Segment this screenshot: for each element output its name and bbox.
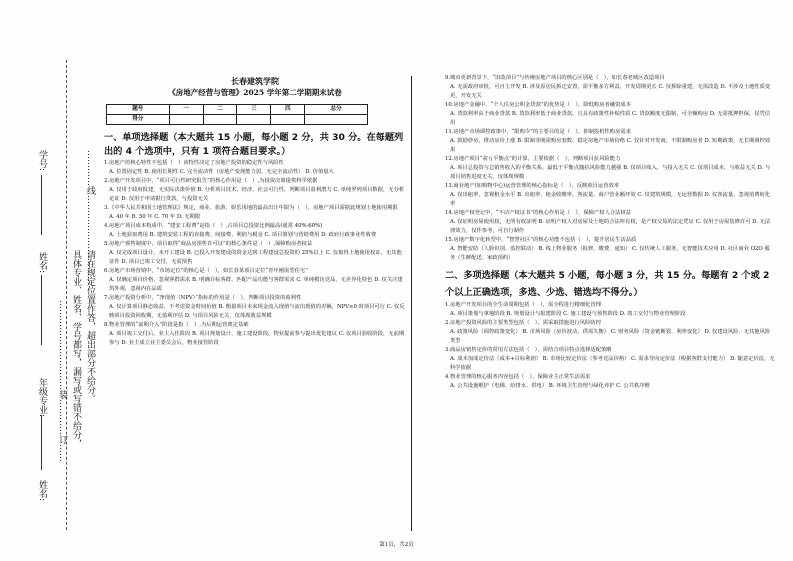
score-cell: 四	[271, 105, 305, 115]
binding-strip	[0, 0, 100, 561]
question-stem: 2.房地产开发项目中，“项目可行性研究报告”的核心作用是（ ）,为投资决策提供科学依据	[104, 178, 318, 184]
question-item	[104, 267, 406, 294]
school-name: 长春建筑学院	[231, 76, 279, 86]
score-cell: 一	[169, 105, 203, 115]
right-column	[445, 74, 775, 391]
score-cell: 题号	[107, 105, 170, 115]
question-item	[445, 74, 775, 101]
question-stem: 14.房地产权登记中，“不动产权证书”的核心作用是（ ），保障产权人合法权益	[445, 210, 631, 216]
question-stem: 6.房地产市场营销中，“市场定位”的核心是（ ），如长春某项目定位“青年刚需型住宅”	[104, 268, 308, 274]
question-item	[445, 319, 775, 346]
question-stem: 10.房地产金融中，“个人住房公积金贷款”的优势是（ ），降低购房者融资成本	[445, 102, 631, 108]
question-options: A. 鼓励炒房，推动房价上涨 B. 限制非刚需购房套数，稳定房地产市场价格 C. 仅针对开发商，不限制购房者 D. 短期政策，无长期调控效果	[450, 138, 771, 153]
section2-heading: 二、多项选择题（本大题共 5 小题，每小题 3 分，共 15 分。每题有 2 个或 2 个以上正确选项，多选、少选、错选均不得分。）	[445, 270, 770, 298]
score-table-score-row	[107, 115, 368, 125]
question-item	[104, 321, 406, 348]
question-item	[445, 101, 775, 128]
sign-name-label: 姓名:	[37, 480, 47, 502]
score-table	[106, 104, 368, 125]
question-item	[104, 294, 406, 321]
question-item	[104, 204, 406, 222]
question-stem: 1.房地产开发项目的全生命周期包括（ ），需全程进行精细化管理	[445, 302, 602, 308]
question-stem: 8.物业管理的“前期介入”阶段是指（ ）,为后期运营奠定基础	[104, 322, 249, 328]
question-item	[445, 155, 775, 182]
question-stem: 15.房地产数字化转型中，“智慧社区”的核心功能不包括（ ），提升居民生活品质	[445, 237, 637, 243]
question-item	[445, 301, 775, 319]
student-no-label: 学号:	[37, 150, 47, 172]
question-item	[104, 222, 406, 240]
binding-col-c: …………线…………………………	[85, 150, 95, 285]
question-options: A. 政策风险（调控政策变化） B. 市场风险（房价波动、供需失衡） C. 财务风险（资金链断裂、利率变化） D. 仅建设风险，无其他风险类型	[450, 329, 771, 344]
question-options: A. 仅完成项目设计，未开工建设 B. 已投入开发建设的资金达到工程建设总投资的 25%以上 C. 仅取得土地使用权证，无其他证件 D. 项目已竣工交付，无需预售	[109, 250, 402, 265]
question-item	[104, 177, 406, 204]
question-stem: 11.房地产市场调控政策中，“限购令”的主要目的是（ ），抑制投机性购房需求	[445, 129, 631, 135]
question-item	[445, 182, 775, 209]
binding-col-d: 请在规定位置作答，超出部分不给分。	[85, 250, 95, 403]
score-input-cell[interactable]	[305, 115, 368, 125]
question-options: A. 贷款利率高于商业贷款 B. 贷款利率低于商业贷款，且具有政策性补贴性质 C. 贷款额度无限制，可全额购房 D. 无需抵押担保，仅凭信用	[450, 111, 771, 126]
question-stem: 13.商业地产(如购物中心)运营管理的核心指标是（ ），反映项目运营效率	[445, 183, 620, 189]
question-item	[445, 346, 775, 373]
question-item	[445, 128, 775, 155]
question-options: A. 位置固定性 B. 使用长期性 C. 完全流动性（房地产变现能力弱，无完全流动性） D. 价值量大	[109, 169, 334, 175]
score-input-cell[interactable]	[237, 115, 271, 125]
question-options: A. 项目竣工交付后，业主入住阶段 B. 项目规划设计、施工建设阶段，物业提前参与提出优化建议 C. 仅项目验收阶段，无前期参与 D. 业主成立业主委员会后，物业接管阶段	[109, 331, 405, 346]
question-stem: 3.《中华人民共和国土地管理法》规定，商业、旅游、娱乐用地的最高出让年限为（ ），房地产项目需据此规划土地使用期限	[104, 205, 398, 211]
question-options: A. 仅用于政府报建，无实际决策价值 B. 分析项目技术、经济、社会可行性，判断项目盈利潜力 C. 单纯罗列项目数据，无分析论证 D. 仅用于申请银行贷款，与投资无关	[109, 187, 405, 202]
question-options: A. 项目总投资与总销售收入的平衡关系，最低于平衡点随抗风险能力越强 B. 仅项目收入，与投入无关 C. 仅项目成本，与收益无关 D. 与项目销售进度无关，仅体现规模	[450, 165, 771, 180]
grade-major-label: 年级专业:	[37, 378, 47, 418]
question-options: A. 仅计算项目静态收益，不考虑资金时间价值 B. 衡量项目未来现金流入现值与流出现值的差额，NPV≥0 时项目可行 C. 仅反映项目投资回收期，无盈利评估 D. 与项目风险无关，仅体现收益规模	[109, 304, 405, 319]
question-item	[445, 236, 775, 263]
question-options: A. 无需政府审批，可自主开发 B. 涉及原居民拆迁安置，需平衡多方利益，开发周期更长 C. 仅拆除重建，无需改造 D. 不涉及土地性质变更，开发无关	[450, 84, 771, 99]
question-stem: 1.房地产的核心特性不包括（ ）该特性决定了房地产投资的稳定性与风险性	[104, 160, 284, 166]
question-stem: 4.物业管理的核心服务内容包括（ ），保障业主正常生活需求	[445, 374, 591, 380]
binding-col-b: 具体专业、姓名、学号都写，漏写或写错不给分，	[71, 250, 81, 448]
question-options: A. 40 年 B. 50 年 C. 70 年 D. 无期限	[109, 214, 201, 220]
question-stem: 9.城市更新背景下，“旧改项目”与传统房地产项目的核心区别是（ ），如长春老城区改造项目	[445, 75, 665, 81]
question-options: A. 智能安防（人脸识别、监控联动） B. 线上物业服务（报修、缴费、通知） C. 仅传统人工服务，无智能技术应用 D. 社区商业 O2O 服务（生鲜配送、家政预约）	[450, 246, 770, 261]
question-options: A. 仅证明房屋使用权，无所有权证明 B. 证明产权人对房屋及土地的合法所有权，是产权交易的法定凭证 C. 仅用于房屋装修许可 D. 无法律效力，仅作参考，可自行制作	[450, 219, 771, 234]
exam-title: 《房地产经营与管理》2025 学年第二学期期末试卷	[168, 88, 342, 97]
question-item	[445, 373, 775, 391]
left-column	[104, 76, 406, 348]
question-options: A. 公共设施维护（电梯、给排水、供电） B. 环境卫生管理与绿化养护 C. 公共秩序维	[450, 383, 650, 389]
question-item	[104, 240, 406, 267]
question-options: A. 土地获取费用 B. 建筑安装工程的直接费、间接费、利润与税金 C. 项目策划与营销费用 D. 政府行政事业性收费	[109, 232, 377, 238]
question-stem: 4.房地产项目成本构成中，“建安工程费”是指（ ）,占项目总投资比例最高(通常 40%-60%)	[104, 223, 323, 229]
question-stem: 5.房地产预售制度中，项目取得“商品房预售许可证”的核心条件是（ ）,保障购房者权益	[104, 241, 313, 247]
column-divider	[411, 76, 412, 531]
question-item	[104, 159, 406, 177]
question-stem: 3.商品房销售定价的常用方法包括（ ），需结合项目特点选择适配策略	[445, 347, 612, 353]
score-input-cell[interactable]	[271, 115, 305, 125]
score-cell: 总分	[305, 105, 368, 115]
question-item	[445, 209, 775, 236]
binding-col-a: …………………………装…………订……	[57, 300, 67, 462]
score-cell: 二	[203, 105, 237, 115]
question-stem: 7.房地产投资分析中，“净现值（NPV）”指标的作用是（ ），判断项目投资的盈利性	[104, 295, 302, 301]
score-input-cell[interactable]	[203, 115, 237, 125]
student-no-line[interactable]	[41, 175, 42, 235]
question-options: A. 仅出租率，忽视租金水平 B. 出租率、租金收缴率、客流量、商户营业额坪效 C. 仅建筑规模，无运营数据 D. 仅客流量，忽视消费转化率	[450, 192, 771, 207]
score-input-cell[interactable]	[169, 115, 203, 125]
name-label: 姓名:	[37, 252, 47, 274]
question-stem: 2.房地产投资风险的主要类型包括（ ），需采取措施进行风险防控	[445, 320, 602, 326]
question-options: A. 项目策划与拿地阶段 B. 规划设计与报建阶段 C. 施工建设与预售阶段 D. 竣工交付与物业管理阶段	[450, 311, 686, 317]
question-stem: 12.房地产项目“盈亏平衡点”的计算，主要依据（ ），判断项目抗风险能力	[445, 156, 621, 162]
grade-major-line[interactable]	[41, 415, 42, 470]
question-options: A. 仅确定项目价格，忽视客群需求 B. 明确目标客群，匹配产品功能与客群需求 C. 单纯模仿竞品，无差异化特色 D. 仅关注建筑外观，忽视内在品质	[109, 277, 403, 292]
score-table-header-row	[107, 105, 368, 115]
name-line[interactable]	[41, 275, 42, 345]
section1-heading: 一、单项选择题（本大题共 15 小题，每小题 2 分，共 30 分。在每题列出的 4 个选项中，只有 1 项符合题目要求。）	[104, 132, 404, 157]
question-options: A. 成本加成定价法（成本+目标利润） B. 市场比较定价法（参考竞品价格） C. 需求导向定价法（根据客群支付能力） D. 随意定价法，无科学依据	[450, 356, 775, 371]
page-footer: 第1页，共2页	[379, 542, 414, 548]
score-cell: 三	[237, 105, 271, 115]
score-cell: 得分	[107, 115, 170, 125]
